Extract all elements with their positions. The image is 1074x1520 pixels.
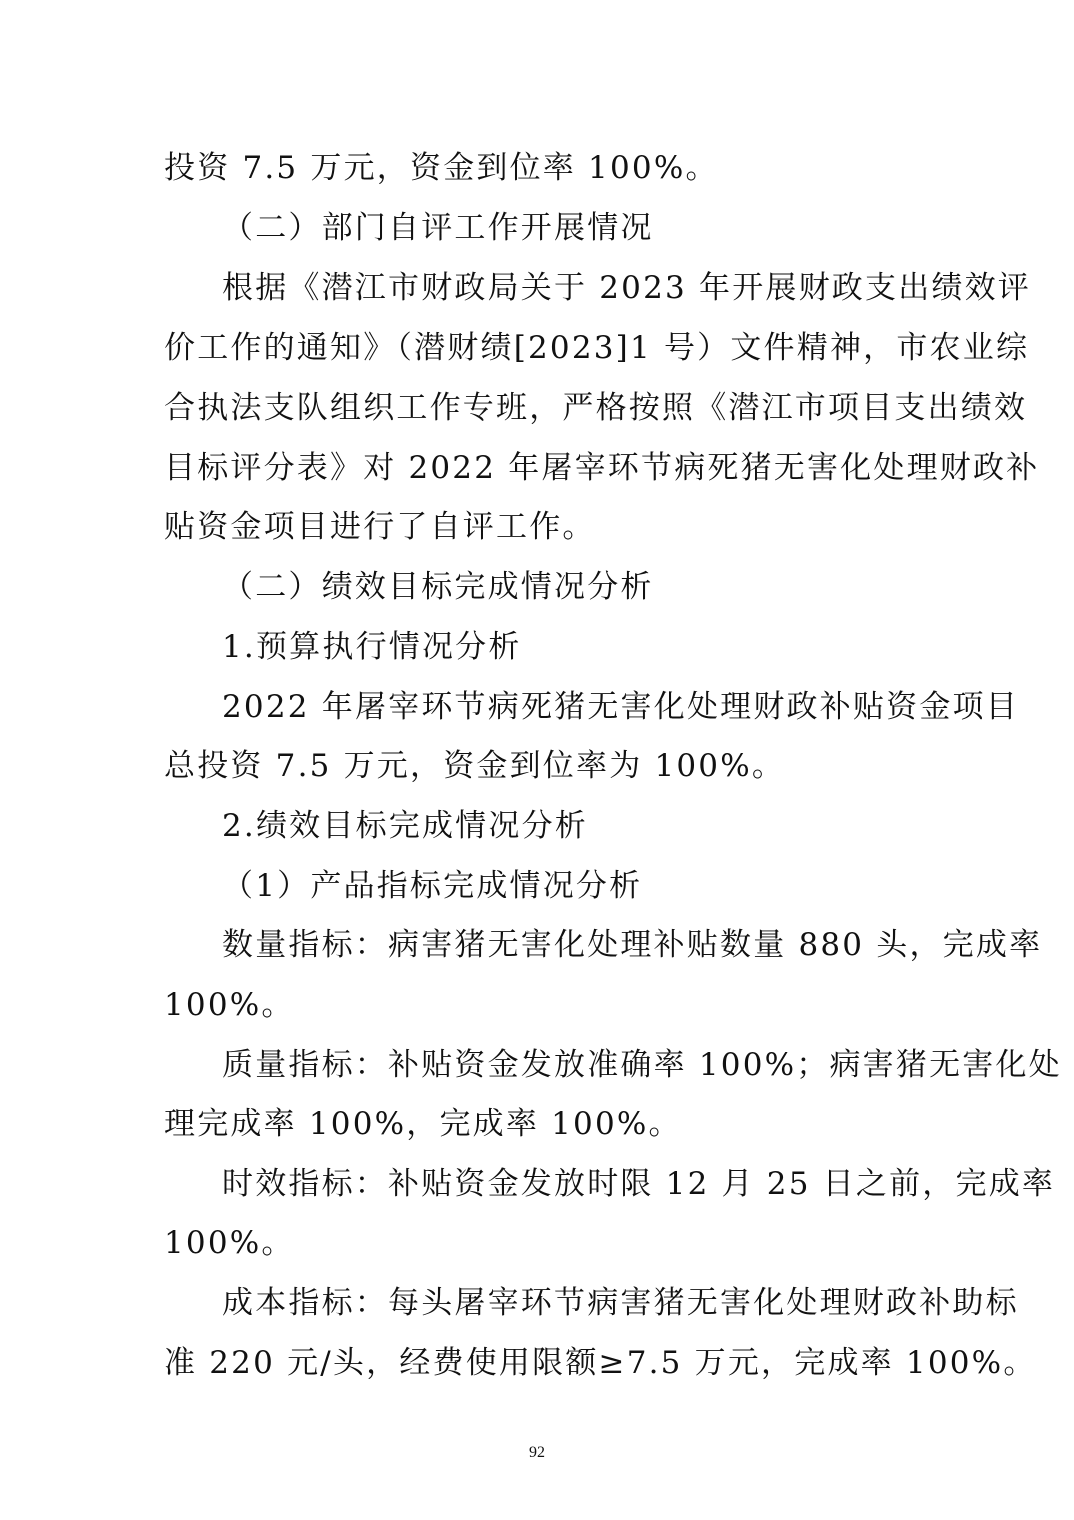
text-line: 合执法支队组织工作专班，严格按照《潜江市项目支出绩效 [164, 390, 1028, 426]
text-line: 时效指标：补贴资金发放时限 12 月 25 日之前，完成率 [222, 1166, 1056, 1202]
text-line: 目标评分表》对 2022 年屠宰环节病死猪无害化处理财政补 [164, 450, 1040, 486]
section-heading: （二）绩效目标完成情况分析 [222, 569, 654, 605]
text-line: 理完成率 100%，完成率 100%。 [164, 1106, 682, 1142]
text-line: 100%。 [164, 987, 295, 1023]
text-line: 质量指标：补贴资金发放准确率 100%；病害猪无害化处 [222, 1047, 1062, 1083]
text-line: 价工作的通知》（潜财绩[2023]1 号）文件精神，市农业综 [164, 330, 1030, 366]
text-line: 根据《潜江市财政局关于 2023 年开展财政支出绩效评 [222, 270, 1031, 306]
subsection-heading: 1.预算执行情况分析 [222, 629, 522, 665]
text-line: 成本指标：每头屠宰环节病害猪无害化处理财政补助标 [222, 1285, 1019, 1321]
subsection-heading: （1）产品指标完成情况分析 [222, 868, 643, 904]
text-line: 2022 年屠宰环节病死猪无害化处理财政补贴资金项目 [222, 689, 1019, 725]
page-number: 92 [529, 1444, 545, 1461]
text-line: 数量指标：病害猪无害化处理补贴数量 880 头，完成率 [222, 927, 1043, 963]
section-heading: （二）部门自评工作开展情况 [222, 210, 654, 246]
text-line: 总投资 7.5 万元，资金到位率为 100%。 [164, 748, 786, 784]
text-line: 准 220 元/头，经费使用限额≥7.5 万元，完成率 100%。 [164, 1345, 1037, 1381]
text-line: 100%。 [164, 1225, 295, 1261]
text-line: 投资 7.5 万元，资金到位率 100%。 [164, 150, 719, 186]
text-line: 贴资金项目进行了自评工作。 [164, 509, 596, 545]
subsection-heading: 2.绩效目标完成情况分析 [222, 808, 588, 844]
